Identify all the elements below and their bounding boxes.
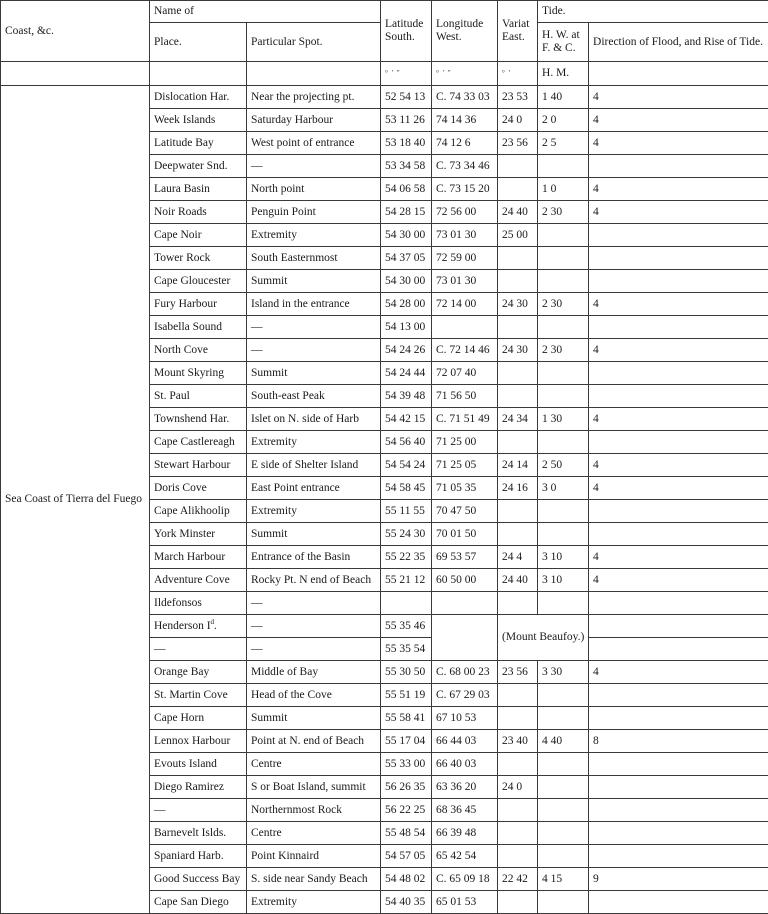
high-water-cell bbox=[538, 684, 589, 707]
high-water-cell bbox=[538, 431, 589, 454]
longitude-cell: C. 67 29 03 bbox=[432, 684, 498, 707]
place-cell: Noir Roads bbox=[150, 201, 247, 224]
direction-cell bbox=[589, 247, 768, 270]
latitude-cell: 53 34 58 bbox=[381, 155, 432, 178]
header-latitude: Latitude South. bbox=[381, 1, 432, 62]
spot-cell: Centre bbox=[247, 753, 381, 776]
longitude-cell: 65 01 53 bbox=[432, 891, 498, 914]
place-cell bbox=[150, 615, 247, 638]
variation-cell: 24 0 bbox=[498, 109, 538, 132]
direction-cell bbox=[589, 316, 768, 339]
variation-cell bbox=[498, 431, 538, 454]
place-cell: York Minster bbox=[150, 523, 247, 546]
direction-cell bbox=[589, 845, 768, 868]
longitude-cell: 68 36 45 bbox=[432, 799, 498, 822]
variation-cell bbox=[498, 385, 538, 408]
high-water-cell: 1 30 bbox=[538, 408, 589, 431]
units-longitude: ° ′ ″ bbox=[432, 62, 498, 86]
direction-cell: 4 bbox=[589, 454, 768, 477]
high-water-cell: 2 0 bbox=[538, 109, 589, 132]
variation-cell bbox=[498, 500, 538, 523]
units-place bbox=[150, 62, 247, 86]
coast-label: Sea Coast of Tierra del Fuego bbox=[1, 86, 150, 914]
longitude-cell: 60 50 00 bbox=[432, 569, 498, 592]
direction-cell bbox=[589, 155, 768, 178]
latitude-cell: 55 35 46 bbox=[381, 615, 432, 638]
place-name: — bbox=[154, 642, 166, 655]
high-water-cell: 2 5 bbox=[538, 132, 589, 155]
spot-cell: Extremity bbox=[247, 500, 381, 523]
variation-cell bbox=[498, 845, 538, 868]
place-name: Henderson I bbox=[154, 619, 211, 632]
spot-cell: Summit bbox=[247, 270, 381, 293]
spot-cell: S. side near Sandy Beach bbox=[247, 868, 381, 891]
longitude-cell: C. 74 33 03 bbox=[432, 86, 498, 109]
latitude-cell: 54 28 15 bbox=[381, 201, 432, 224]
direction-cell bbox=[589, 592, 768, 615]
high-water-cell bbox=[538, 316, 589, 339]
place-cell: Good Success Bay bbox=[150, 868, 247, 891]
high-water-cell: 2 30 bbox=[538, 293, 589, 316]
longitude-cell: 71 56 50 bbox=[432, 385, 498, 408]
direction-cell bbox=[589, 753, 768, 776]
direction-cell bbox=[589, 638, 768, 661]
latitude-cell: 54 24 44 bbox=[381, 362, 432, 385]
latitude-cell: 54 37 05 bbox=[381, 247, 432, 270]
latitude-cell: 55 30 50 bbox=[381, 661, 432, 684]
direction-cell: 4 bbox=[589, 109, 768, 132]
latitude-cell: 55 35 54 bbox=[381, 638, 432, 661]
header-name-of: Name of bbox=[150, 1, 381, 23]
place-cell: Diego Ramirez bbox=[150, 776, 247, 799]
spot-cell: East Point entrance bbox=[247, 477, 381, 500]
latitude-cell: 53 18 40 bbox=[381, 132, 432, 155]
longitude-cell: 72 14 00 bbox=[432, 293, 498, 316]
spot-cell: Entrance of the Basin bbox=[247, 546, 381, 569]
direction-cell: 4 bbox=[589, 546, 768, 569]
spot-cell: Point at N. end of Beach bbox=[247, 730, 381, 753]
place-cell: St. Martin Cove bbox=[150, 684, 247, 707]
spot-cell: Saturday Harbour bbox=[247, 109, 381, 132]
latitude-cell: 54 56 40 bbox=[381, 431, 432, 454]
direction-cell bbox=[589, 684, 768, 707]
latitude-cell: 54 24 26 bbox=[381, 339, 432, 362]
latitude-cell: 54 06 58 bbox=[381, 178, 432, 201]
latitude-cell: 54 28 00 bbox=[381, 293, 432, 316]
header-place: Place. bbox=[150, 23, 247, 62]
high-water-cell bbox=[538, 247, 589, 270]
spot-cell: E side of Shelter Island bbox=[247, 454, 381, 477]
variation-cell bbox=[498, 270, 538, 293]
variation-cell bbox=[498, 684, 538, 707]
variation-cell: 23 56 bbox=[498, 132, 538, 155]
place-cell: Latitude Bay bbox=[150, 132, 247, 155]
latitude-cell: 54 42 15 bbox=[381, 408, 432, 431]
high-water-cell bbox=[538, 753, 589, 776]
latitude-cell: 55 11 55 bbox=[381, 500, 432, 523]
place-cell: Laura Basin bbox=[150, 178, 247, 201]
variation-cell bbox=[498, 707, 538, 730]
variation-cell: 23 40 bbox=[498, 730, 538, 753]
header-longitude: Longitude West. bbox=[432, 1, 498, 62]
high-water-cell: 1 40 bbox=[538, 86, 589, 109]
longitude-cell: 71 25 05 bbox=[432, 454, 498, 477]
place-cell: Orange Bay bbox=[150, 661, 247, 684]
direction-cell: 4 bbox=[589, 201, 768, 224]
header-variation: Variat East. bbox=[498, 1, 538, 62]
units-variation: ° ′ bbox=[498, 62, 538, 86]
place-cell: Stewart Harbour bbox=[150, 454, 247, 477]
latitude-cell: 55 33 00 bbox=[381, 753, 432, 776]
spot-cell: Rocky Pt. N end of Beach bbox=[247, 569, 381, 592]
longitude-cell: 72 59 00 bbox=[432, 247, 498, 270]
longitude-cell: 71 05 35 bbox=[432, 477, 498, 500]
latitude-cell: 55 17 04 bbox=[381, 730, 432, 753]
direction-cell: 4 bbox=[589, 569, 768, 592]
direction-cell bbox=[589, 224, 768, 247]
direction-cell bbox=[589, 776, 768, 799]
place-cell: Townshend Har. bbox=[150, 408, 247, 431]
latitude-cell: 55 21 12 bbox=[381, 569, 432, 592]
place-cell: Lennox Harbour bbox=[150, 730, 247, 753]
latitude-cell: 54 39 48 bbox=[381, 385, 432, 408]
place-cell: St. Paul bbox=[150, 385, 247, 408]
variation-cell bbox=[498, 155, 538, 178]
longitude-cell: C. 73 15 20 bbox=[432, 178, 498, 201]
spot-cell: Head of the Cove bbox=[247, 684, 381, 707]
variation-cell bbox=[498, 753, 538, 776]
spot-cell: Middle of Bay bbox=[247, 661, 381, 684]
variation-cell bbox=[498, 799, 538, 822]
high-water-cell bbox=[538, 822, 589, 845]
longitude-cell: 66 39 48 bbox=[432, 822, 498, 845]
latitude-cell: 54 54 24 bbox=[381, 454, 432, 477]
variation-cell: 24 0 bbox=[498, 776, 538, 799]
direction-cell: 4 bbox=[589, 86, 768, 109]
place-cell: Cape Gloucester bbox=[150, 270, 247, 293]
latitude-cell: 55 24 30 bbox=[381, 523, 432, 546]
units-direction bbox=[589, 62, 768, 86]
high-water-cell: 3 30 bbox=[538, 661, 589, 684]
spot-cell: Extremity bbox=[247, 891, 381, 914]
header-direction: Direction of Flood, and Rise of Tide. bbox=[589, 23, 768, 62]
variation-cell bbox=[498, 316, 538, 339]
high-water-cell bbox=[538, 592, 589, 615]
spot-cell: West point of entrance bbox=[247, 132, 381, 155]
high-water-cell bbox=[538, 362, 589, 385]
high-water-cell bbox=[538, 776, 589, 799]
spot-cell: Island in the entrance bbox=[247, 293, 381, 316]
variation-cell bbox=[498, 822, 538, 845]
place-cell: Cape Noir bbox=[150, 224, 247, 247]
longitude-cell: 69 53 57 bbox=[432, 546, 498, 569]
place-cell: Mount Skyring bbox=[150, 362, 247, 385]
high-water-cell bbox=[538, 891, 589, 914]
high-water-cell bbox=[538, 799, 589, 822]
latitude-cell: 55 51 19 bbox=[381, 684, 432, 707]
longitude-cell: 65 42 54 bbox=[432, 845, 498, 868]
variation-cell: 22 42 bbox=[498, 868, 538, 891]
direction-cell: 4 bbox=[589, 477, 768, 500]
spot-cell: Near the projecting pt. bbox=[247, 86, 381, 109]
variation-cell bbox=[498, 523, 538, 546]
direction-cell bbox=[589, 822, 768, 845]
longitude-cell: C. 73 34 46 bbox=[432, 155, 498, 178]
spot-cell: — bbox=[247, 316, 381, 339]
header-tide: Tide. bbox=[538, 1, 768, 23]
spot-cell: North point bbox=[247, 178, 381, 201]
direction-cell bbox=[589, 270, 768, 293]
units-spot bbox=[247, 62, 381, 86]
place-cell: Cape Alikhoolip bbox=[150, 500, 247, 523]
place-cell: March Harbour bbox=[150, 546, 247, 569]
spot-cell: Extremity bbox=[247, 431, 381, 454]
place-cell: Ildefonsos bbox=[150, 592, 247, 615]
variation-cell: 24 30 bbox=[498, 339, 538, 362]
high-water-cell: 2 30 bbox=[538, 201, 589, 224]
spot-cell: — bbox=[247, 615, 381, 638]
header-coast: Coast, &c. bbox=[1, 1, 150, 62]
spot-cell: — bbox=[247, 638, 381, 661]
variation-cell bbox=[498, 592, 538, 615]
units-high-water: H. M. bbox=[538, 62, 589, 86]
direction-cell: 4 bbox=[589, 408, 768, 431]
high-water-cell: 2 50 bbox=[538, 454, 589, 477]
variation-cell: 24 40 bbox=[498, 569, 538, 592]
latitude-cell: 56 22 25 bbox=[381, 799, 432, 822]
longitude-cell: 72 56 00 bbox=[432, 201, 498, 224]
direction-cell: 9 bbox=[589, 868, 768, 891]
latitude-cell: 54 57 05 bbox=[381, 845, 432, 868]
units-coast bbox=[1, 62, 150, 86]
variation-cell: 23 53 bbox=[498, 86, 538, 109]
high-water-cell bbox=[538, 523, 589, 546]
place-cell: Doris Cove bbox=[150, 477, 247, 500]
high-water-cell bbox=[538, 155, 589, 178]
spot-cell: Centre bbox=[247, 822, 381, 845]
spot-cell: — bbox=[247, 592, 381, 615]
high-water-cell: 4 15 bbox=[538, 868, 589, 891]
high-water-cell: 3 10 bbox=[538, 546, 589, 569]
place-cell: Evouts Island bbox=[150, 753, 247, 776]
longitude-cell: 71 25 00 bbox=[432, 431, 498, 454]
table-body bbox=[1, 86, 768, 914]
variation-cell: 24 30 bbox=[498, 293, 538, 316]
longitude-cell bbox=[432, 592, 498, 615]
longitude-cell: C. 72 14 46 bbox=[432, 339, 498, 362]
latitude-cell: 56 26 35 bbox=[381, 776, 432, 799]
direction-cell bbox=[589, 385, 768, 408]
place-cell: Spaniard Harb. bbox=[150, 845, 247, 868]
spot-cell: S or Boat Island, summit bbox=[247, 776, 381, 799]
variation-cell: 24 4 bbox=[498, 546, 538, 569]
latitude-cell: 52 54 13 bbox=[381, 86, 432, 109]
variation-cell bbox=[498, 247, 538, 270]
spot-cell: — bbox=[247, 339, 381, 362]
variation-cell: 24 16 bbox=[498, 477, 538, 500]
direction-cell bbox=[589, 891, 768, 914]
direction-cell: 4 bbox=[589, 178, 768, 201]
longitude-cell: C. 65 09 18 bbox=[432, 868, 498, 891]
header-high-water: H. W. at F. & C. bbox=[538, 23, 589, 62]
direction-cell: 4 bbox=[589, 132, 768, 155]
high-water-cell: 4 40 bbox=[538, 730, 589, 753]
latitude-cell: 54 13 00 bbox=[381, 316, 432, 339]
variation-cell: 24 34 bbox=[498, 408, 538, 431]
latitude-cell bbox=[381, 592, 432, 615]
latitude-cell: 55 48 54 bbox=[381, 822, 432, 845]
high-water-cell: 2 30 bbox=[538, 339, 589, 362]
longitude-cell: 73 01 30 bbox=[432, 224, 498, 247]
high-water-cell bbox=[538, 385, 589, 408]
spot-cell: Extremity bbox=[247, 224, 381, 247]
table-row bbox=[1, 86, 768, 109]
direction-cell: 8 bbox=[589, 730, 768, 753]
spot-cell: — bbox=[247, 155, 381, 178]
place-suffix: . bbox=[214, 619, 217, 632]
direction-cell bbox=[589, 500, 768, 523]
spot-cell: Islet on N. side of Harb bbox=[247, 408, 381, 431]
high-water-cell: 3 0 bbox=[538, 477, 589, 500]
direction-cell: 4 bbox=[589, 661, 768, 684]
spot-cell: South Easternmost bbox=[247, 247, 381, 270]
longitude-cell: 63 36 20 bbox=[432, 776, 498, 799]
longitude-cell: 74 14 36 bbox=[432, 109, 498, 132]
spot-cell: South-east Peak bbox=[247, 385, 381, 408]
place-cell bbox=[150, 638, 247, 661]
variation-cell bbox=[498, 891, 538, 914]
latitude-cell: 54 40 35 bbox=[381, 891, 432, 914]
high-water-cell bbox=[538, 224, 589, 247]
header-particular-spot: Particular Spot. bbox=[247, 23, 381, 62]
longitude-cell: 66 44 03 bbox=[432, 730, 498, 753]
high-water-cell: 3 10 bbox=[538, 569, 589, 592]
longitude-cell: 74 12 6 bbox=[432, 132, 498, 155]
spot-cell: Summit bbox=[247, 707, 381, 730]
mount-beaufoy-note: (Mount Beaufoy.) bbox=[498, 615, 589, 661]
direction-cell bbox=[589, 523, 768, 546]
high-water-cell bbox=[538, 845, 589, 868]
high-water-cell bbox=[538, 270, 589, 293]
latitude-cell: 54 58 45 bbox=[381, 477, 432, 500]
units-latitude: ° ′ ″ bbox=[381, 62, 432, 86]
place-cell: Adventure Cove bbox=[150, 569, 247, 592]
longitude-cell: 66 40 03 bbox=[432, 753, 498, 776]
variation-cell bbox=[498, 178, 538, 201]
longitude-cell: 70 01 50 bbox=[432, 523, 498, 546]
direction-cell bbox=[589, 707, 768, 730]
direction-cell bbox=[589, 799, 768, 822]
latitude-cell: 53 11 26 bbox=[381, 109, 432, 132]
spot-cell: Penguin Point bbox=[247, 201, 381, 224]
variation-cell: 24 14 bbox=[498, 454, 538, 477]
place-cell: — bbox=[150, 799, 247, 822]
place-cell: Barnevelt Islds. bbox=[150, 822, 247, 845]
latitude-cell: 54 30 00 bbox=[381, 270, 432, 293]
longitude-cell: 73 01 30 bbox=[432, 270, 498, 293]
place-cell: Fury Harbour bbox=[150, 293, 247, 316]
place-cell: Tower Rock bbox=[150, 247, 247, 270]
spot-cell: Summit bbox=[247, 362, 381, 385]
high-water-cell: 1 0 bbox=[538, 178, 589, 201]
place-cell: Deepwater Snd. bbox=[150, 155, 247, 178]
latitude-cell: 55 58 41 bbox=[381, 707, 432, 730]
longitude-cell: C. 68 00 23 bbox=[432, 661, 498, 684]
latitude-cell: 54 48 02 bbox=[381, 868, 432, 891]
place-cell: Week Islands bbox=[150, 109, 247, 132]
direction-cell bbox=[589, 615, 768, 638]
longitude-cell: 70 47 50 bbox=[432, 500, 498, 523]
spot-cell: Northernmost Rock bbox=[247, 799, 381, 822]
direction-cell: 4 bbox=[589, 293, 768, 316]
longitude-cell: C. 71 51 49 bbox=[432, 408, 498, 431]
high-water-cell bbox=[538, 500, 589, 523]
variation-cell: 25 00 bbox=[498, 224, 538, 247]
latitude-cell: 55 22 35 bbox=[381, 546, 432, 569]
direction-cell bbox=[589, 362, 768, 385]
place-cell: Isabella Sound bbox=[150, 316, 247, 339]
longitude-cell bbox=[432, 615, 498, 661]
variation-cell bbox=[498, 362, 538, 385]
variation-cell: 23 56 bbox=[498, 661, 538, 684]
longitude-cell: 72 07 40 bbox=[432, 362, 498, 385]
longitude-cell: 67 10 53 bbox=[432, 707, 498, 730]
variation-cell: 24 40 bbox=[498, 201, 538, 224]
place-cell: Cape Castlereagh bbox=[150, 431, 247, 454]
spot-cell: Summit bbox=[247, 523, 381, 546]
place-superscript: d bbox=[210, 617, 215, 626]
spot-cell: Point Kinnaird bbox=[247, 845, 381, 868]
place-cell: Dislocation Har. bbox=[150, 86, 247, 109]
direction-cell bbox=[589, 431, 768, 454]
longitude-cell bbox=[432, 316, 498, 339]
place-cell: North Cove bbox=[150, 339, 247, 362]
latitude-cell: 54 30 00 bbox=[381, 224, 432, 247]
high-water-cell bbox=[538, 707, 589, 730]
direction-cell: 4 bbox=[589, 339, 768, 362]
place-cell: Cape Horn bbox=[150, 707, 247, 730]
place-cell: Cape San Diego bbox=[150, 891, 247, 914]
